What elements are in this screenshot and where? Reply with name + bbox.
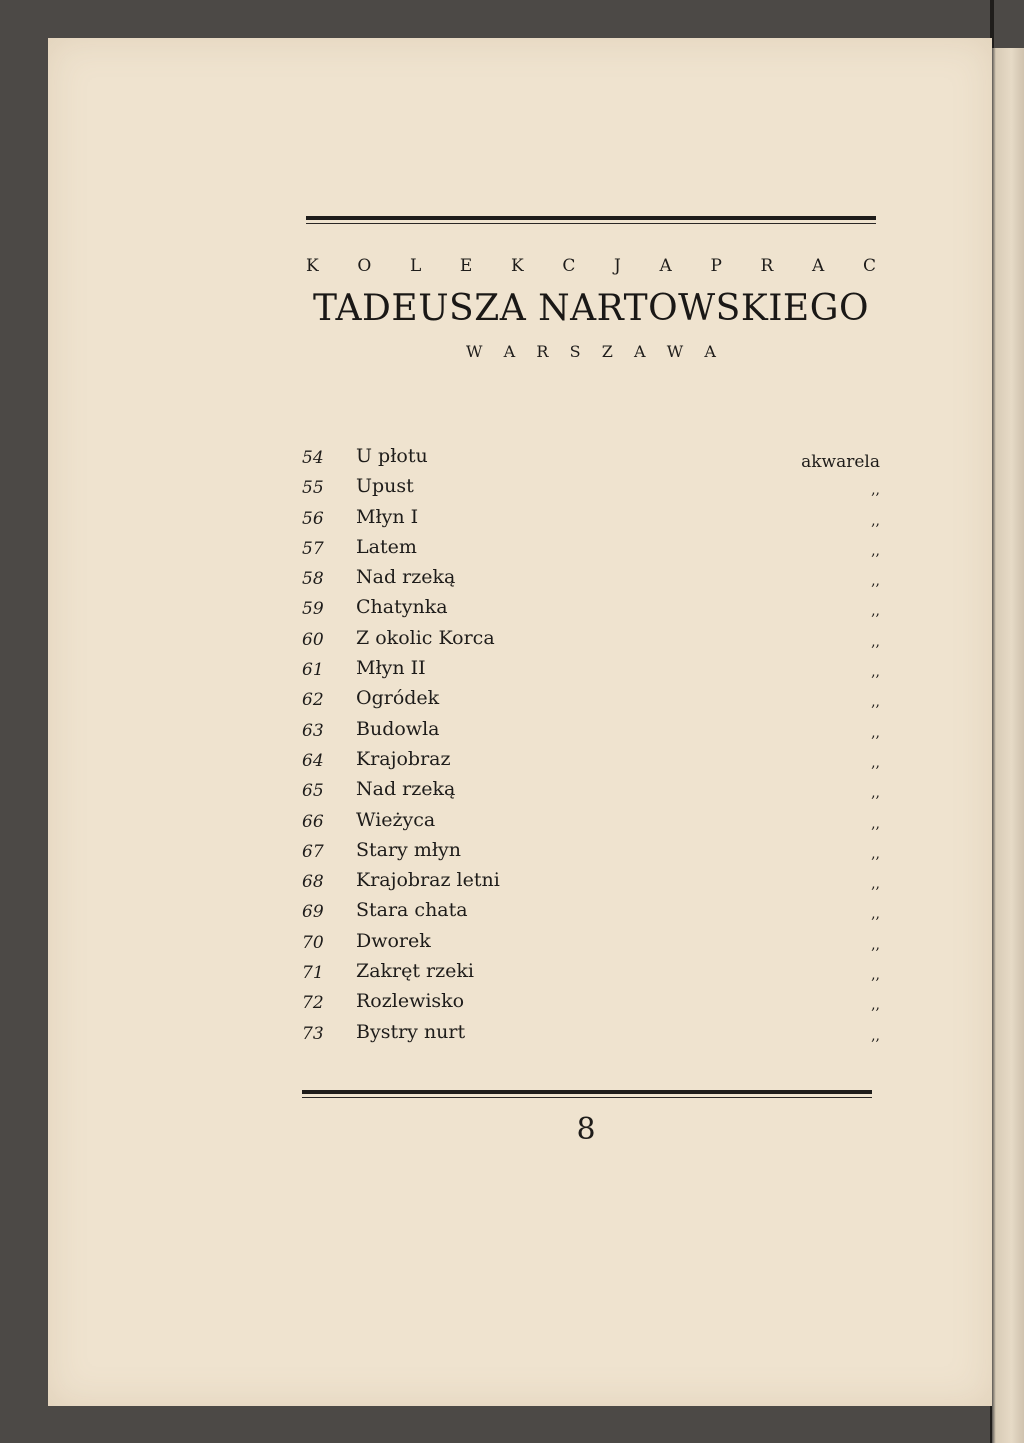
city-heading-letter: A (704, 342, 716, 361)
city-heading-letter: A (634, 342, 646, 361)
entry-number: 67 (302, 841, 324, 862)
catalog-entry (300, 808, 880, 838)
catalog-entry (300, 565, 880, 595)
entry-title: Młyn I (356, 505, 419, 528)
entry-medium: ,, (871, 1027, 880, 1044)
entry-title: Chatynka (356, 596, 448, 619)
entry-number: 63 (302, 720, 324, 741)
city-heading-letter: W (666, 342, 684, 361)
entry-medium: ,, (871, 845, 880, 862)
entry-title: Młyn II (356, 657, 426, 680)
city-heading-letter: Z (601, 342, 613, 361)
catalog-entry (300, 1020, 880, 1050)
collection-heading-letter: J (614, 256, 621, 276)
entry-number: 72 (302, 993, 324, 1014)
entry-title: Nad rzeką (356, 778, 456, 801)
collection-heading-letter: C (562, 256, 576, 276)
entry-medium: ,, (871, 906, 880, 923)
catalog-entry (300, 686, 880, 716)
city-heading-letter: A (503, 342, 516, 361)
entry-title: Latem (356, 535, 417, 558)
entry-number: 57 (302, 538, 324, 559)
catalog-entries-list (300, 444, 880, 1050)
entry-title: Stara chata (356, 899, 468, 922)
entry-number: 71 (302, 963, 324, 984)
entry-number: 65 (302, 781, 324, 802)
entry-title: Upust (356, 475, 414, 498)
entry-medium: ,, (871, 482, 880, 499)
page-number: 8 (576, 1112, 596, 1147)
entry-number: 56 (302, 508, 324, 529)
entry-number: 58 (302, 569, 324, 590)
entry-medium: ,, (871, 512, 880, 529)
catalog-entry (300, 989, 880, 1019)
entry-title: Z okolic Korca (356, 626, 495, 649)
entry-title: Dworek (356, 929, 431, 952)
catalog-entry (300, 959, 880, 989)
entry-number: 62 (302, 690, 324, 711)
entry-medium: ,, (871, 997, 880, 1014)
collection-heading-letter: K (510, 256, 524, 276)
entry-title: Bystry nurt (356, 1020, 466, 1043)
entry-medium: ,, (871, 694, 880, 711)
entry-title: Krajobraz (356, 747, 451, 770)
entry-medium: ,, (871, 936, 880, 953)
catalog-entry (300, 777, 880, 807)
city-heading-letter: R (536, 342, 549, 361)
entry-medium: ,, (871, 876, 880, 893)
entry-medium: ,, (871, 633, 880, 650)
catalog-entry (300, 474, 880, 504)
collection-heading-letter: L (409, 256, 422, 276)
city-heading-letter: S (569, 342, 581, 361)
collection-heading-letter: K (306, 256, 319, 276)
catalog-entry (300, 626, 880, 656)
entry-title: Zakręt rzeki (356, 960, 474, 983)
collection-heading-letter: O (357, 256, 372, 276)
bottom-double-rule (302, 1090, 872, 1098)
entry-medium: ,, (871, 664, 880, 681)
city-heading-letter: W (466, 342, 483, 361)
catalog-entry (300, 898, 880, 928)
catalog-entry (300, 595, 880, 625)
entry-medium: ,, (871, 754, 880, 771)
entry-medium: ,, (871, 967, 880, 984)
entry-number: 69 (302, 902, 324, 923)
entry-title: U płotu (356, 445, 428, 467)
entry-number: 64 (302, 750, 324, 771)
collection-heading-letter: P (710, 256, 722, 276)
entry-title: Krajobraz letni (356, 869, 500, 892)
catalog-entry (300, 444, 880, 474)
entry-medium: akwarela (801, 452, 880, 472)
entry-title: Rozlewisko (356, 990, 465, 1013)
entry-medium: ,, (871, 573, 880, 590)
collection-heading-letter: E (459, 256, 473, 276)
catalog-entry (300, 868, 880, 898)
entry-title: Wieżyca (356, 808, 436, 831)
city-heading-spaced (466, 342, 716, 361)
collection-heading-letter: A (659, 256, 672, 276)
entry-number: 60 (302, 629, 324, 650)
catalog-entry (300, 747, 880, 777)
entry-medium: ,, (871, 603, 880, 620)
entry-number: 68 (302, 872, 324, 893)
next-page-edge (992, 48, 1024, 1443)
entry-number: 54 (302, 448, 324, 468)
entry-title: Budowla (356, 717, 440, 740)
entry-number: 66 (302, 811, 324, 832)
entry-title: Stary młyn (356, 838, 461, 861)
collection-heading-letter: C (862, 256, 876, 276)
entry-number: 70 (302, 932, 324, 953)
entry-title: Ogródek (356, 687, 440, 710)
entry-medium: ,, (871, 542, 880, 559)
catalog-entry (300, 505, 880, 535)
entry-medium: ,, (871, 785, 880, 802)
entry-title: Nad rzeką (356, 566, 456, 589)
entry-number: 55 (302, 478, 324, 499)
catalog-entry (300, 535, 880, 565)
entry-number: 73 (302, 1023, 324, 1044)
collection-heading-spaced (306, 256, 876, 276)
catalog-entry (300, 717, 880, 747)
catalog-entry (300, 929, 880, 959)
artist-name-title: TADEUSZA NARTOWSKIEGO (313, 288, 869, 329)
top-double-rule (306, 216, 876, 224)
entry-number: 61 (302, 660, 324, 681)
collection-heading-letter: R (760, 256, 774, 276)
catalog-entry (300, 656, 880, 686)
catalog-entry (300, 838, 880, 868)
entry-number: 59 (302, 599, 324, 620)
entry-medium: ,, (871, 815, 880, 832)
collection-heading-letter: A (812, 256, 825, 276)
entry-medium: ,, (871, 724, 880, 741)
